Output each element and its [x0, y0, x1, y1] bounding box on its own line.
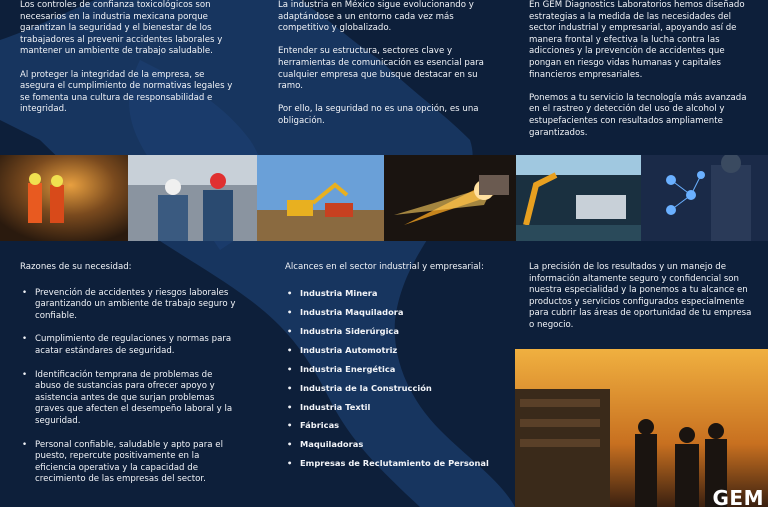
list-item: • Cumplimiento de regulaciones y normas para acatar estándares de seguridad.	[20, 334, 240, 357]
mining-workers-photo	[0, 155, 128, 241]
workers-sunset-photo	[515, 349, 768, 507]
list-item: • Industria de la Construcción	[285, 383, 505, 395]
list-item: • Prevención de accidentes y riesgos laborales garantizando un ambiente de trabajo seguro y confiable.	[20, 288, 240, 323]
excavator-photo	[257, 155, 384, 241]
list-item: • Industria Textil	[285, 402, 505, 414]
list-item: • Identificación temprana de problemas de abuso de sustancias para ofrecer apoyo y asistencia antes de que surjan problemas graves que afecten el desempeño laboral y la seguridad.	[20, 370, 240, 428]
intro-paragraph: Ponemos a tu servicio la tecnología más avanzada en el rastreo y detección del uso de alcohol y estupefacientes con resultados ampliamente garantizados.	[529, 92, 747, 138]
photo-strip	[0, 155, 768, 241]
reasons-list	[20, 288, 240, 486]
scope-list	[285, 288, 505, 470]
list-item: • Industria Automotriz	[285, 345, 505, 357]
scope-section	[285, 262, 505, 477]
list-item: • Industria Energética	[285, 364, 505, 376]
intro-paragraph: Los controles de confianza toxicológicos son necesarios en la industria mexicana porque garantizan la seguridad y el bienestar de los trabajadores al prevenir accidentes laborales y mantener un ambiente de trabajo saludable.	[20, 0, 223, 57]
list-item: • Industria Minera	[285, 288, 505, 300]
robotic-assembly-photo	[516, 155, 641, 241]
list-item: • Industria Siderúrgica	[285, 326, 505, 338]
list-item: • Industria Maquiladora	[285, 307, 505, 319]
grinder-sparks-photo	[384, 155, 516, 241]
intro-column-3	[529, 0, 754, 151]
list-item: • Personal confiable, saludable y apto para el puesto, repercute positivamente en la eficiencia operativa y la capacidad de crecimiento de las empresas del sector.	[20, 440, 240, 486]
precision-paragraph: La precisión de los resultados y un manejo de información altamente seguro y confidencial son nuestra especialidad y la ponemos a tu alcance en productos y servicios configurados especialmente para cubrir las áreas de oportunidad de tu empresa o negocio.	[529, 262, 752, 330]
scope-heading: Alcances en el sector industrial y empresarial:	[285, 262, 484, 272]
gem-logo: GEM	[712, 486, 764, 507]
intro-paragraph: Entender su estructura, sectores clave y herramientas de comunicación es esencial para cualquier empresa que busque destacar en su ramo.	[278, 46, 484, 92]
intro-paragraph: La industria en México sigue evolucionando y adaptándose a un entorno cada vez más competitivo y globalizado.	[278, 0, 474, 34]
intro-paragraph: Por ello, la seguridad no es una opción, es una obligación.	[278, 104, 479, 126]
list-item: • Empresas de Reclutamiento de Personal	[285, 458, 505, 470]
reasons-section	[20, 262, 240, 498]
factory-workers-photo	[128, 155, 257, 241]
list-item: • Maquiladoras	[285, 439, 505, 451]
intro-column-2	[278, 0, 490, 139]
intro-paragraph: En GEM Diagnostics Laboratorios hemos diseñado estrategias a la medida de las necesidades del sector industrial y empresarial, apoyando así de manera frontal y efectiva la lucha contra las adicciones y la prevención de accidentes que pongan en riesgo vidas humanas y capitales financieros empresariales.	[529, 0, 745, 80]
reasons-heading: Razones de su necesidad:	[20, 262, 132, 272]
intro-paragraph: Al proteger la integridad de la empresa, se asegura el cumplimiento de normativas legales y se fomenta una cultura de responsabilidad e integridad.	[20, 69, 233, 115]
intro-column-1	[20, 0, 235, 128]
business-network-photo	[641, 155, 768, 241]
list-item: • Fábricas	[285, 420, 505, 432]
precision-section	[529, 262, 754, 343]
